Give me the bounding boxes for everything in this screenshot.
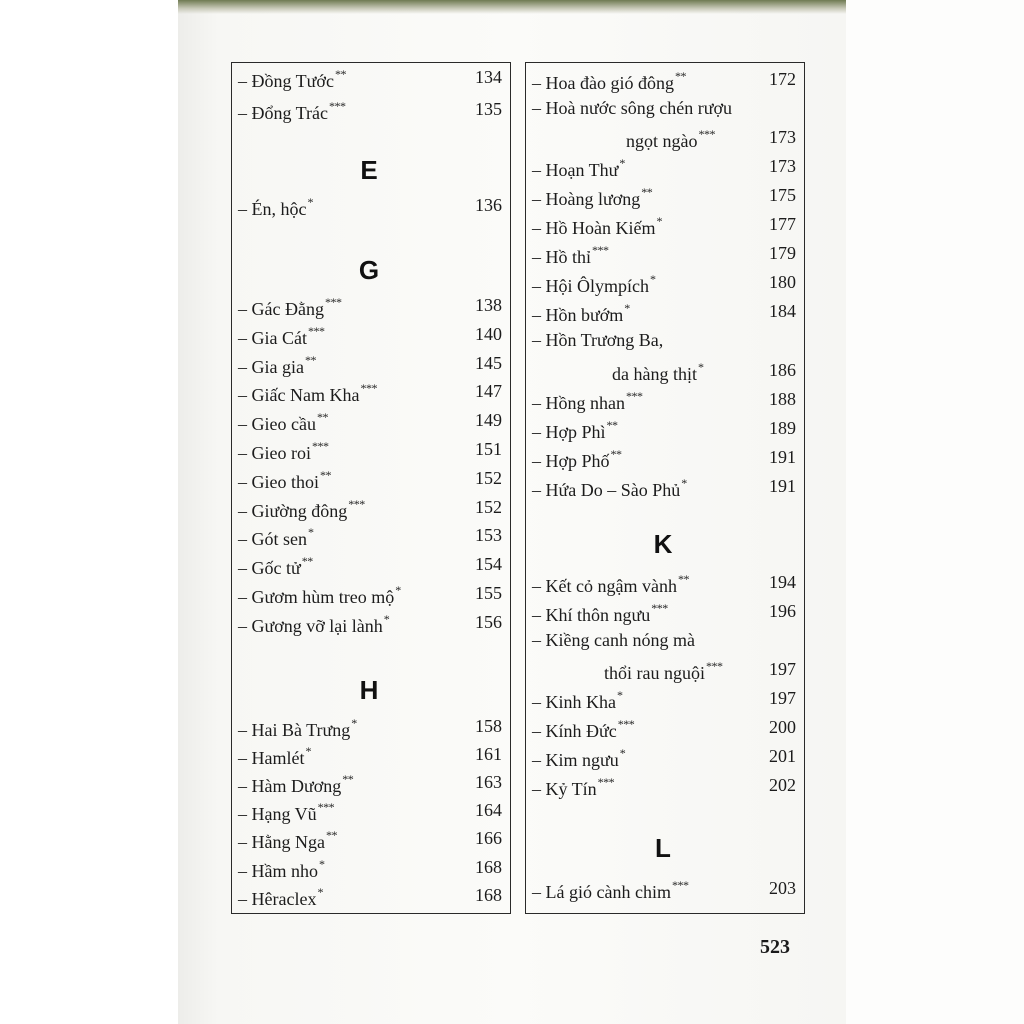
entry-page-number: 168 [475, 885, 502, 905]
entry-stars: ** [606, 418, 618, 432]
index-entry [532, 156, 806, 184]
section-letter: K [653, 529, 673, 559]
entry-stars: *** [626, 389, 643, 403]
entry-title [532, 878, 688, 903]
entry-title [532, 156, 625, 181]
entry-page-number: 158 [475, 716, 502, 736]
entry-page-number: 164 [475, 800, 502, 820]
index-entry [238, 772, 512, 800]
entry-stars: * [656, 214, 662, 228]
entry-title [626, 127, 715, 152]
index-entry [238, 525, 512, 553]
entry-name: – Hợp Phì [532, 422, 606, 442]
index-entry [532, 476, 806, 504]
entry-name: – Hồ Hoàn Kiếm [532, 218, 656, 238]
entry-name: – Gia Cát [238, 328, 307, 348]
entry-name: – Gieo cầu [238, 414, 316, 434]
entry-name: – Kim ngưu [532, 750, 619, 770]
entry-page-number: 173 [769, 156, 796, 176]
entry-page-number: 149 [475, 410, 502, 430]
entry-stars: * [681, 476, 687, 490]
entry-name: – Hạng Vũ [238, 804, 317, 824]
entry-title [532, 243, 609, 268]
index-entry [532, 214, 806, 242]
entry-title [532, 601, 668, 626]
index-entry [532, 330, 806, 358]
entry-page-number: 197 [769, 659, 796, 679]
entry-page-number: 140 [475, 324, 502, 344]
page-top-edge [178, 0, 846, 14]
entry-stars: ** [610, 447, 622, 461]
entry-title [532, 630, 695, 651]
entry-stars: ** [641, 185, 653, 199]
entry-page-number: 173 [769, 127, 796, 147]
entry-title [532, 301, 630, 326]
entry-name: – Gót sen [238, 529, 307, 549]
index-entry [238, 439, 512, 467]
index-entry [238, 744, 512, 772]
entry-name: – Gương vỡ lại lành [238, 616, 383, 636]
entry-page-number: 134 [475, 67, 502, 87]
entry-title [238, 857, 325, 882]
entry-name: – Hồ thỉ [532, 247, 592, 267]
entry-stars: *** [329, 99, 346, 113]
entry-title [532, 717, 634, 742]
entry-title [238, 497, 365, 522]
entry-name: – Hoạn Thư [532, 160, 619, 180]
entry-name: – Hội Ôlympích [532, 276, 649, 296]
entry-name: – Hồn Trương Ba, [532, 330, 664, 350]
index-entry [238, 353, 512, 381]
entry-page-number: 186 [769, 360, 796, 380]
entry-page-number: 180 [769, 272, 796, 292]
entry-stars: *** [597, 775, 615, 789]
entry-title [238, 195, 313, 220]
entry-name: – Kết cỏ ngậm vành [532, 576, 677, 596]
index-column-right [525, 62, 805, 914]
entry-stars: * [305, 744, 311, 758]
entry-stars: ** [304, 353, 316, 367]
entry-page-number: 194 [769, 572, 796, 592]
entry-name: – Lá gió cành chim [532, 882, 671, 902]
entry-name: – Hoa đào gió đông [532, 73, 674, 93]
entry-title [532, 688, 623, 713]
index-entry [238, 716, 512, 744]
index-entry [238, 800, 512, 828]
index-entry [532, 301, 806, 329]
entry-title [238, 295, 341, 320]
entry-page-number: 152 [475, 468, 502, 488]
entry-title [532, 69, 686, 94]
entry-name: – Giấc Nam Kha [238, 385, 360, 405]
entry-title [238, 800, 334, 825]
entry-title [238, 410, 328, 435]
entry-page-number: 145 [475, 353, 502, 373]
entry-title [612, 360, 703, 385]
entry-name: – Hồn bướm [532, 305, 624, 325]
entry-stars: *** [360, 381, 377, 395]
entry-page-number: 138 [475, 295, 502, 315]
left-margin [0, 0, 178, 1024]
entry-name: – Khí thôn ngưu [532, 605, 651, 625]
entry-name: – Kiềng canh nóng mà [532, 630, 695, 650]
entry-stars: * [307, 195, 313, 209]
index-entry [238, 612, 512, 640]
index-entry [532, 630, 806, 658]
entry-stars: ** [325, 828, 337, 842]
entry-stars: * [617, 688, 623, 702]
entry-name: – Kinh Kha [532, 692, 616, 712]
index-entry [238, 828, 512, 856]
entry-stars: * [383, 612, 390, 626]
entry-stars: * [697, 360, 704, 374]
index-entry [238, 324, 512, 352]
entry-name: – Đổng Trác [238, 103, 329, 123]
entry-title [532, 775, 614, 800]
entry-name: thổi rau nguội [604, 663, 705, 683]
entry-stars: * [308, 525, 314, 539]
index-entry [532, 717, 806, 745]
index-entry [238, 857, 512, 885]
entry-title [238, 612, 389, 637]
entry-stars: *** [348, 497, 365, 511]
entry-stars: * [650, 272, 656, 286]
entry-name: – Hằng Nga [238, 832, 325, 852]
entry-name: – Gieo thoi [238, 472, 319, 492]
entry-stars: * [619, 156, 625, 170]
entry-page-number: 197 [769, 688, 796, 708]
entry-page-number: 202 [769, 775, 796, 795]
entry-page-number: 191 [769, 476, 796, 496]
entry-title [238, 772, 353, 797]
entry-stars: * [317, 885, 323, 899]
entry-title [532, 476, 687, 501]
entry-stars: * [619, 746, 626, 760]
index-entry [532, 572, 806, 600]
entry-page-number: 147 [475, 381, 502, 401]
entry-name: – Hầm nho [238, 861, 318, 881]
entry-title [532, 746, 625, 771]
entry-page-number: 189 [769, 418, 796, 438]
entry-stars: *** [651, 601, 668, 615]
index-entry [238, 381, 512, 409]
entry-name: – Hợp Phố [532, 451, 610, 471]
entry-page-number: 154 [475, 554, 502, 574]
entry-stars: ** [334, 67, 346, 81]
entry-stars: *** [698, 127, 715, 141]
entry-name: – Hàm Dương [238, 776, 342, 796]
entry-page-number: 153 [475, 525, 502, 545]
entry-page-number: 188 [769, 389, 796, 409]
entry-name: – Kỷ Tín [532, 779, 597, 799]
entry-title [238, 381, 377, 406]
index-entry [238, 410, 512, 438]
index-entry [532, 272, 806, 300]
entry-title [532, 98, 732, 119]
index-entry [532, 601, 806, 629]
page-number: 523 [760, 936, 790, 958]
index-entry [532, 447, 806, 475]
index-entry [238, 67, 512, 95]
entry-name: – Hứa Do – Sào Phủ [532, 480, 681, 500]
entry-stars: *** [592, 243, 609, 257]
entry-stars: * [624, 301, 630, 315]
index-entry [238, 468, 512, 496]
entry-title [238, 583, 401, 608]
entry-stars: ** [320, 468, 331, 482]
entry-page-number: 166 [475, 828, 502, 848]
entry-name: – Gieo roi [238, 443, 311, 463]
index-entry [532, 127, 806, 155]
entry-stars: ** [316, 410, 328, 424]
entry-name: – Gia gia [238, 357, 304, 377]
entry-page-number: 179 [769, 243, 796, 263]
index-entry [238, 497, 512, 525]
entry-title [238, 99, 346, 124]
index-entry [532, 746, 806, 774]
entry-title [238, 439, 328, 464]
index-entry [532, 775, 806, 803]
entry-stars: *** [671, 878, 689, 892]
entry-page-number: 184 [769, 301, 796, 321]
entry-name: – Hêraclex [238, 889, 317, 909]
entry-page-number: 191 [769, 447, 796, 467]
entry-page-number: 201 [769, 746, 796, 766]
section-letter: L [655, 833, 671, 863]
index-entry [238, 295, 512, 323]
entry-page-number: 196 [769, 601, 796, 621]
entry-title [238, 468, 331, 493]
entry-page-number: 152 [475, 497, 502, 517]
entry-name: – Gác Đằng [238, 299, 324, 319]
entry-title [532, 214, 662, 239]
entry-stars: *** [308, 324, 325, 338]
entry-title [238, 67, 346, 92]
entry-page-number: 151 [475, 439, 502, 459]
entry-name: – Hoà nước sông chén rượu [532, 98, 733, 118]
entry-stars: * [351, 716, 357, 730]
entry-stars: ** [301, 554, 313, 568]
index-entry [532, 243, 806, 271]
entry-page-number: 136 [475, 195, 502, 215]
section-letter: E [360, 155, 378, 185]
index-entry [532, 389, 806, 417]
index-entry [532, 688, 806, 716]
entry-title [238, 828, 337, 853]
section-letter: H [359, 675, 379, 705]
entry-name: – Giường đông [238, 501, 348, 521]
entry-title [238, 525, 314, 550]
index-entry [238, 583, 512, 611]
entry-name: – Gốc tử [238, 558, 301, 578]
entry-page-number: 156 [475, 612, 502, 632]
entry-page-number: 155 [475, 583, 502, 603]
entry-title [238, 554, 313, 579]
entry-page-number: 172 [769, 69, 796, 89]
entry-title [604, 659, 723, 684]
entry-stars: ** [342, 772, 354, 786]
entry-name: ngọt ngào [626, 131, 698, 151]
entry-title [532, 272, 656, 297]
section-letter: G [358, 255, 380, 285]
entry-stars: * [395, 583, 401, 597]
index-entry [238, 99, 512, 127]
entry-stars: *** [324, 295, 342, 309]
index-entry [532, 659, 806, 687]
entry-title [532, 185, 652, 210]
index-entry [532, 878, 806, 906]
entry-title [238, 353, 316, 378]
entry-page-number: 163 [475, 772, 502, 792]
entry-page-number: 175 [769, 185, 796, 205]
entry-page-number: 200 [769, 717, 796, 737]
index-entry [532, 98, 806, 126]
entry-name: – Hamlét [238, 748, 305, 768]
index-entry [238, 195, 512, 223]
index-entry [238, 885, 512, 913]
index-entry [532, 360, 806, 388]
entry-page-number: 135 [475, 99, 502, 119]
entry-title [238, 716, 357, 741]
entry-title [238, 324, 325, 349]
entry-title [238, 744, 311, 769]
entry-name: – Đồng Tước [238, 71, 334, 91]
entry-name: – Gươm hùm treo mộ [238, 587, 395, 607]
entry-title [532, 330, 663, 351]
entry-name: – Én, hộc [238, 199, 307, 219]
entry-name: – Kính Đức [532, 721, 617, 741]
entry-title [532, 389, 643, 414]
entry-page-number: 161 [475, 744, 502, 764]
entry-name: – Hoàng lương [532, 189, 641, 209]
entry-title [532, 418, 618, 443]
index-entry [532, 418, 806, 446]
entry-page-number: 177 [769, 214, 796, 234]
entry-stars: * [319, 857, 325, 871]
entry-name: – Hồng nhan [532, 393, 625, 413]
index-entry [238, 554, 512, 582]
entry-stars: *** [311, 439, 329, 453]
entry-stars: *** [706, 659, 723, 673]
entry-name: – Hai Bà Trưng [238, 720, 351, 740]
index-column-left [231, 62, 511, 914]
entry-name: da hàng thịt [612, 364, 697, 384]
index-entry [532, 69, 806, 97]
entry-title [238, 885, 323, 910]
entry-stars: ** [674, 69, 686, 83]
entry-stars: ** [677, 572, 689, 586]
entry-page-number: 203 [769, 878, 796, 898]
entry-stars: *** [617, 717, 635, 731]
entry-stars: *** [317, 800, 335, 814]
entry-title [532, 447, 622, 472]
entry-title [532, 572, 689, 597]
index-entry [532, 185, 806, 213]
entry-page-number: 168 [475, 857, 502, 877]
